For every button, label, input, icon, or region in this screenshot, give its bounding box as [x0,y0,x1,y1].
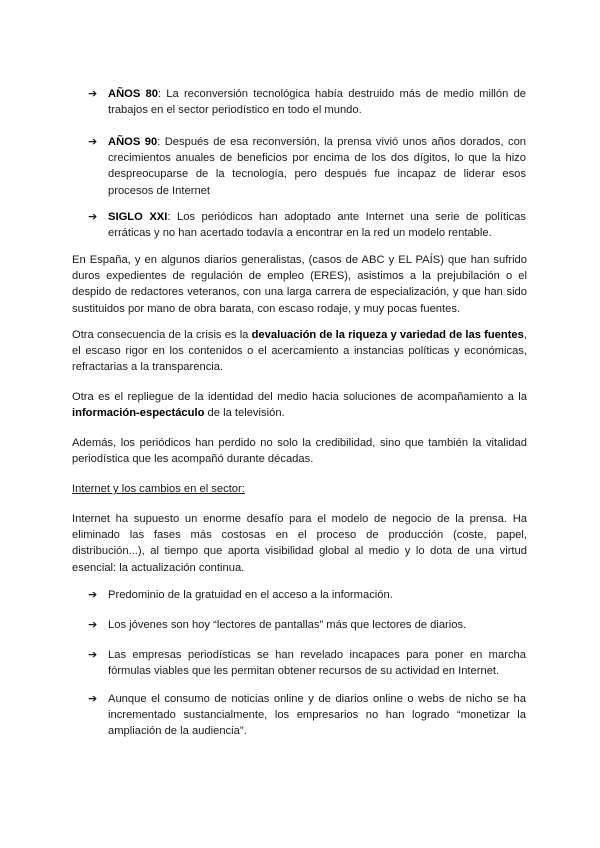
bullet-label: AÑOS 90 [108,136,158,148]
bullet-label: AÑOS 80 [108,88,158,100]
bullet-text: Aunque el consumo de noticias online y de diarios online o webs de nicho se ha incrementado sustancialmente, los empresarios no han logrado “monetizar la ampliación de la audiencia”. [108,693,526,738]
list-item [88,617,526,633]
arrow-icon: ➔ [88,589,98,601]
bullet-body: : Los periódicos han adoptado ante Internet una serie de políticas erráticas y no han acertado todavía a encontrar en la red un modelo rentable. [108,211,526,240]
list-item [88,209,526,241]
bullet-text [108,86,526,118]
identity-text-end: de la televisión. [204,407,285,420]
paragraph-spain: En España, y en algunos diarios generalistas, (casos de ABC y EL PAÍS) que han sufrido duros expedientes de regulación de empleo (ERES), asistimos a la prejubilación o el despido de redactores veteranos, con una larga carrera de especialización, y que han sido sustituidos por mano de obra barata, con escaso rodaje, y muy pocas fuentes. [72,254,527,315]
arrow-icon: ➔ [88,649,98,661]
consequence-text-end: , el escaso rigor en los contenidos o el acercamiento a instancias políticas y económicas, refractarias a la transparencia. [72,329,527,374]
list-item [88,691,526,740]
arrow-icon: ➔ [88,619,98,631]
list-item [88,134,526,199]
bullet-body: : La reconversión tecnológica había destruido más de medio millón de trabajos en el sector periodístico en todo el mundo. [108,88,527,117]
bullet-text: Las empresas periodísticas se han revelado incapaces para poner en marcha fórmulas viables que les permitan obtener recursos de su actividad en Internet. [108,649,526,678]
paragraph-identity [72,389,527,421]
consequence-emphasis: devaluación de la riqueza y variedad de las fuentes [251,329,524,341]
arrow-icon: ➔ [88,211,98,223]
arrow-icon: ➔ [88,88,98,100]
bullet-text [108,209,526,241]
bullet-text: Los jóvenes son hoy “lectores de pantallas” más que lectores de diarios. [108,619,467,631]
list-item [88,647,526,679]
section-heading: Internet y los cambios en el sector: [72,483,245,495]
identity-emphasis: información-espectáculo [72,407,205,420]
identity-text: Otra es el repliegue de la identidad del medio hacia soluciones de acompañamiento a la [72,391,527,403]
arrow-icon: ➔ [88,136,98,148]
paragraph-consequence [72,327,527,376]
list-item [88,587,526,603]
list-item [88,86,526,118]
paragraph-credibility: Además, los periódicos han perdido no solo la credibilidad, sino que también la vitalidad periodística que les acompañó durante décadas. [72,437,527,466]
bullet-text: Predominio de la gratuidad en el acceso a la información. [108,589,393,601]
bullet-body: : Después de esa reconversión, la prensa vivió unos años dorados, con crecimientos anuales de beneficios por encima de los dos dígitos, lo que la hizo despreocuparse de la tecnología, pero después fue incapaz de liderar esos procesos de Internet [108,136,527,197]
arrow-icon: ➔ [88,693,98,705]
bullet-label: SIGLO XXI [108,211,168,223]
paragraph-internet: Internet ha supuesto un enorme desafío para el modelo de negocio de la prensa. Ha eliminado las fases más costosas en el proceso de producción (coste, papel, distribución...), al tiempo que aporta visibilidad global al medio y lo dota de una virtud esencial: la actualización continua. [72,513,527,574]
bullet-text [108,134,526,199]
consequence-text: Otra consecuencia de la crisis es la [72,329,252,341]
